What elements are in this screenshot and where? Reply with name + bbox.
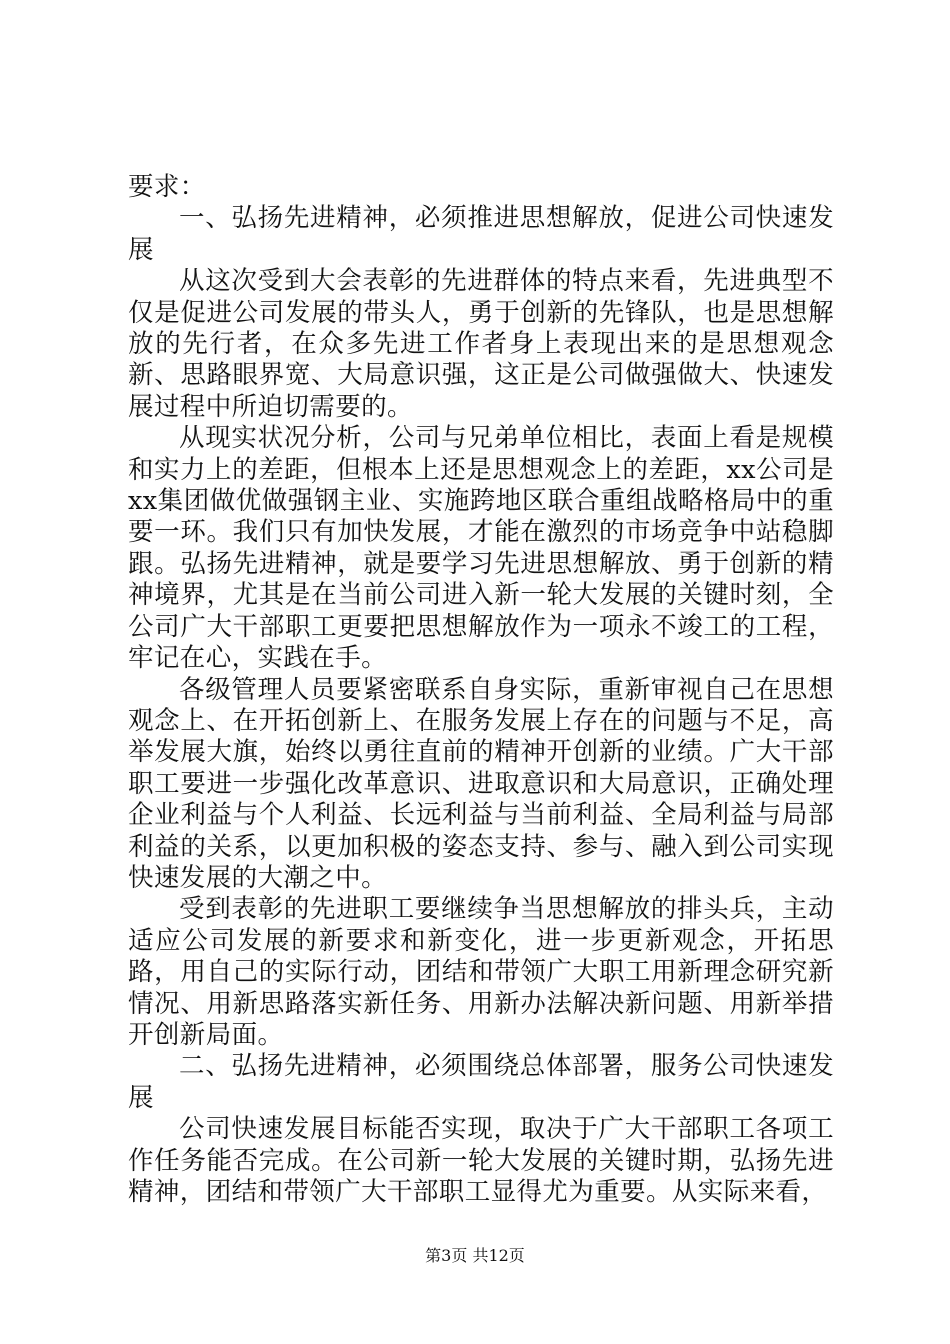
section-heading-2: 二、弘扬先进精神，必须围绕总体部署，服务公司快速发展 bbox=[128, 1051, 834, 1113]
page-number: 第3页 共12页 bbox=[425, 1246, 525, 1265]
paragraph-intro: 要求： bbox=[128, 172, 206, 202]
paragraph: 从现实状况分析，公司与兄弟单位相比，表面上看是规模和实力上的差距，但根本上还是思想观念上的差距，xx公司是xx集团做优做强钢主业、实施跨地区联合重组战略格局中的重要一环。我们只有加快发展，才能在激烈的市场竞争中站稳脚跟。弘扬先进精神，就是要学习先进思想解放、勇于创新的精神境界，尤其是在当前公司进入新一轮大发展的关键时刻，全公司广大干部职工更要把思想解放作为一项永不竣工的工程，牢记在心，实践在手。 bbox=[128, 423, 834, 674]
paragraph: 公司快速发展目标能否实现，取决于广大干部职工各项工作任务能否完成。在公司新一轮大发展的关键时期，弘扬先进精神，团结和带领广大干部职工显得尤为重要。从实际来看， bbox=[128, 1114, 834, 1207]
paragraph: 受到表彰的先进职工要继续争当思想解放的排头兵，主动适应公司发展的新要求和新变化，进一步更新观念，开拓思路，用自己的实际行动，团结和带领广大职工用新理念研究新情况、用新思路落实新任务、用新办法解决新问题、用新举措开创新局面。 bbox=[128, 894, 834, 1050]
paragraph: 从这次受到大会表彰的先进群体的特点来看，先进典型不仅是促进公司发展的带头人，勇于创新的先锋队，也是思想解放的先行者，在众多先进工作者身上表现出来的是思想观念新、思路眼界宽、大局意识强，这正是公司做强做大、快速发展过程中所迫切需要的。 bbox=[128, 266, 834, 422]
section-heading-1: 一、弘扬先进精神，必须推进思想解放，促进公司快速发展 bbox=[128, 203, 834, 265]
page-footer bbox=[0, 1243, 950, 1266]
document-body bbox=[128, 172, 834, 1208]
paragraph: 各级管理人员要紧密联系自身实际，重新审视自己在思想观念上、在开拓创新上、在服务发展上存在的问题与不足，高举发展大旗，始终以勇往直前的精神开创新的业绩。广大干部职工要进一步强化改革意识、进取意识和大局意识，正确处理企业利益与个人利益、长远利益与当前利益、全局利益与局部利益的关系，以更加积极的姿态支持、参与、融入到公司实现快速发展的大潮之中。 bbox=[128, 674, 834, 893]
